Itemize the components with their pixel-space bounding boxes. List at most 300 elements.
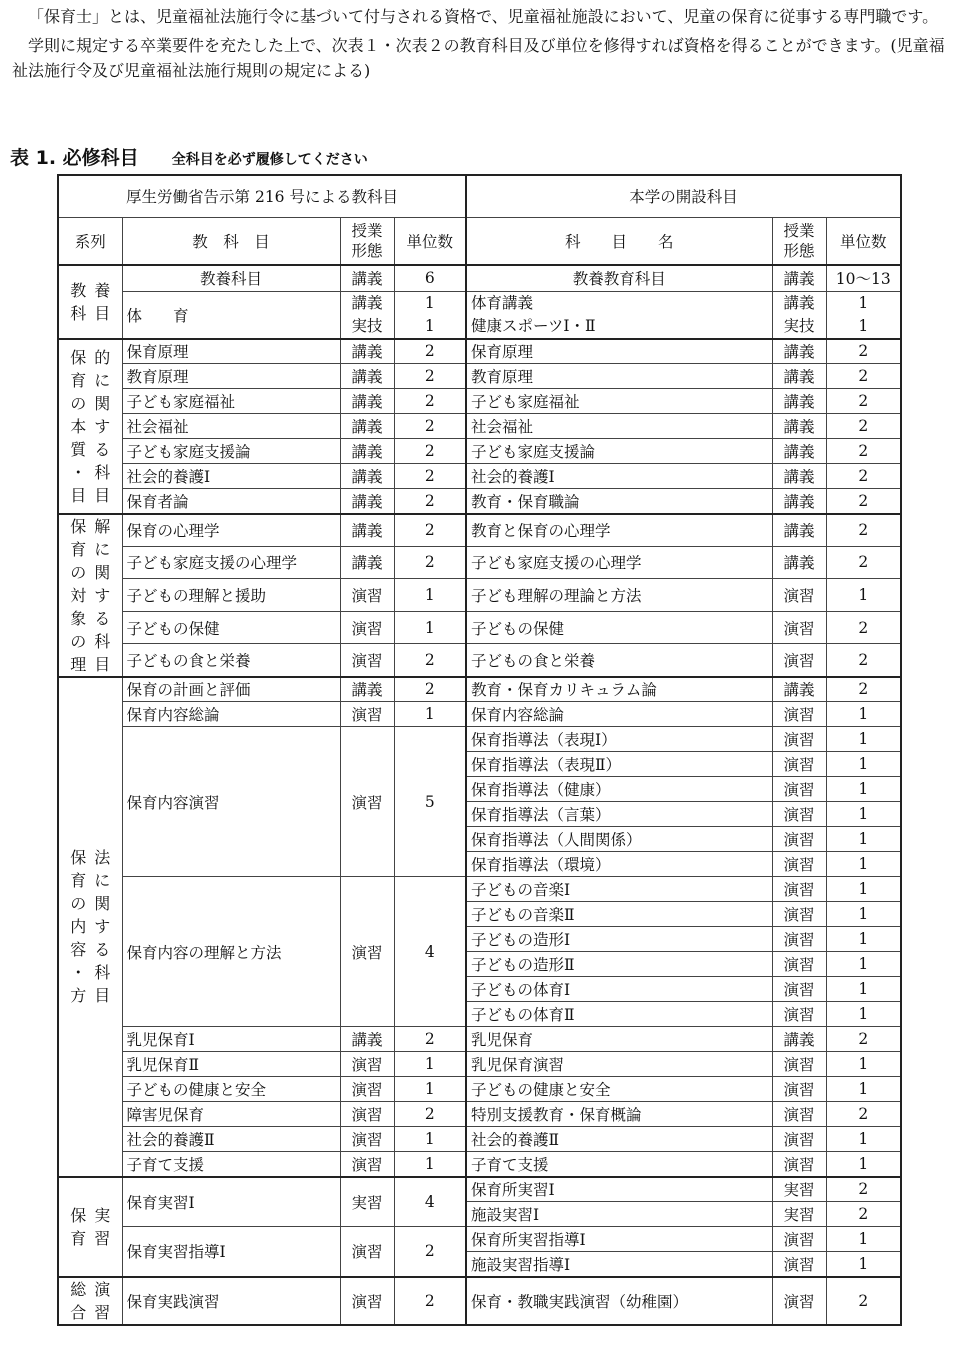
- table-title: 表 1. 必修科目: [10, 147, 139, 169]
- course-units: 1: [826, 1252, 901, 1277]
- category-char: 関: [94, 393, 111, 413]
- category-char: 解: [94, 516, 111, 536]
- table-row: [58, 1177, 901, 1202]
- course-form: 演習: [772, 702, 826, 727]
- col-units-2: 単位数: [826, 217, 901, 265]
- course-name: 体育講義 健康スポーツⅠ・Ⅱ: [466, 291, 772, 339]
- course-units: 1: [826, 727, 901, 752]
- category-char: ・: [70, 462, 87, 482]
- subject-form: 演習: [340, 1277, 394, 1325]
- subject-form: 演習: [340, 644, 394, 677]
- course-units: 2: [826, 514, 901, 547]
- category-char: 方: [70, 986, 87, 1005]
- subject-form: 演習: [340, 579, 394, 612]
- table-subtitle: 全科目を必ず履修してください: [171, 152, 368, 168]
- table-row: [58, 439, 901, 464]
- course-units: 2: [826, 677, 901, 702]
- subject-units: 1: [394, 579, 466, 612]
- subject-name: 教育原理: [122, 364, 340, 389]
- course-name: 子どもの食と栄養: [466, 644, 772, 677]
- course-name: 保育原理: [466, 339, 772, 364]
- course-name: 教育と保育の心理学: [466, 514, 772, 547]
- category-char: 科: [94, 631, 111, 651]
- course-units: 2: [826, 339, 901, 364]
- course-form: 講義: [772, 514, 826, 547]
- course-form: 講義: [772, 414, 826, 439]
- course-units: 1: [826, 852, 901, 877]
- course-form: 演習: [772, 802, 826, 827]
- category-char: る: [94, 439, 111, 459]
- subject-units: 2: [394, 1227, 466, 1277]
- subject-units: 2: [394, 389, 466, 414]
- subject-units: 1: [394, 1127, 466, 1152]
- table-row: [58, 1027, 901, 1052]
- col-course: 科 目 名: [466, 217, 772, 265]
- course-units: 1: [826, 977, 901, 1002]
- subject-units: 1 1: [394, 291, 466, 339]
- subject-name: 子どもの食と栄養: [122, 644, 340, 677]
- category-char: 実: [94, 1205, 111, 1225]
- course-units: 1: [826, 802, 901, 827]
- course-name: 教育原理: [466, 364, 772, 389]
- category-char: 育: [70, 370, 87, 390]
- category-char: 的: [94, 347, 111, 367]
- subject-units: 2: [394, 1102, 466, 1127]
- category-cell: [58, 1177, 122, 1277]
- subject-form: 講義: [340, 546, 394, 579]
- table-column-header: [58, 217, 901, 265]
- subject-form: 講義: [340, 389, 394, 414]
- subject-name: 保育実習Ⅰ: [122, 1177, 340, 1227]
- category-char: 質: [70, 439, 87, 459]
- course-units: 1: [826, 1002, 901, 1027]
- subject-form: 演習: [340, 1077, 394, 1102]
- category-char: 保: [70, 347, 87, 367]
- course-form: 講義 実技: [772, 291, 826, 339]
- subject-units: 1: [394, 1152, 466, 1177]
- subject-units: 4: [394, 1177, 466, 1227]
- table-row: [58, 339, 901, 364]
- category-char: 育: [70, 1228, 87, 1248]
- category-char: 合: [70, 1302, 87, 1322]
- category-char: 習: [94, 1228, 111, 1248]
- subject-units: 2: [394, 439, 466, 464]
- course-units: 2: [826, 364, 901, 389]
- course-name: 子ども家庭支援の心理学: [466, 546, 772, 579]
- course-form: 講義: [772, 364, 826, 389]
- course-form: 講義: [772, 339, 826, 364]
- table-row: [58, 1277, 901, 1325]
- table-row: [58, 1077, 901, 1102]
- subject-form: 演習: [340, 1127, 394, 1152]
- subject-units: 1: [394, 702, 466, 727]
- course-name: 保育指導法（健康）: [466, 777, 772, 802]
- course-name: 子どもの体育Ⅱ: [466, 1002, 772, 1027]
- course-form: 演習: [772, 877, 826, 902]
- subject-form: 演習: [340, 1052, 394, 1077]
- course-units: 1: [826, 1152, 901, 1177]
- course-units: 2: [826, 389, 901, 414]
- subject-name: 保育の心理学: [122, 514, 340, 547]
- course-units: 1: [826, 902, 901, 927]
- course-form: 講義: [772, 389, 826, 414]
- course-form: 講義: [772, 439, 826, 464]
- course-form: 演習: [772, 1127, 826, 1152]
- subject-form: 実習: [340, 1177, 394, 1227]
- course-form: 演習: [772, 1052, 826, 1077]
- category-cell: [58, 1277, 122, 1325]
- course-form: 講義: [772, 265, 826, 291]
- category-char: 内: [70, 917, 87, 936]
- right-header: 本学の開設科目: [466, 175, 901, 217]
- course-name: 子ども家庭福祉: [466, 389, 772, 414]
- table-row: [58, 489, 901, 514]
- subject-name: 子どもの保健: [122, 611, 340, 644]
- intro-paragraph-2: 学則に規定する卒業要件を充たした上で、次表１・次表２の教育科目及び単位を修得すれば資格を得ることができます。(児童福祉法施行令及び児童福祉法施行規則の規定による): [12, 36, 945, 80]
- subject-form: 講義: [340, 265, 394, 291]
- course-units: 2: [826, 1102, 901, 1127]
- subject-name: 子ども家庭支援論: [122, 439, 340, 464]
- category-char: に: [94, 871, 111, 890]
- course-name: 社会的養護Ⅰ: [466, 464, 772, 489]
- subject-form: 講義: [340, 489, 394, 514]
- category-char: 目: [94, 485, 111, 505]
- category-char: 目: [70, 485, 87, 505]
- course-name: 保育所実習指導Ⅰ: [466, 1227, 772, 1252]
- course-units: 1: [826, 927, 901, 952]
- course-name: 保育所実習Ⅰ: [466, 1177, 772, 1202]
- category-char: 目: [94, 986, 111, 1005]
- subject-form: 演習: [340, 1102, 394, 1127]
- course-name: 保育内容総論: [466, 702, 772, 727]
- category-char: 育: [70, 539, 87, 559]
- subject-name: 保育実践演習: [122, 1277, 340, 1325]
- course-units: 1: [826, 579, 901, 612]
- category-char: 科: [94, 462, 111, 482]
- subject-form: 講義: [340, 677, 394, 702]
- table-row: [58, 414, 901, 439]
- course-name: 社会福祉: [466, 414, 772, 439]
- subject-units: 1: [394, 1077, 466, 1102]
- table-row: [58, 265, 901, 291]
- course-form: 演習: [772, 1152, 826, 1177]
- course-form: 講義: [772, 489, 826, 514]
- table-row: [58, 877, 901, 902]
- category-char: ・: [70, 963, 87, 982]
- subject-units: 6: [394, 265, 466, 291]
- subject-name: 体 育: [122, 291, 340, 339]
- course-name: 子どもの体育Ⅰ: [466, 977, 772, 1002]
- category-char: 養: [94, 280, 111, 300]
- subject-name: 乳児保育Ⅰ: [122, 1027, 340, 1052]
- course-form: 演習: [772, 1277, 826, 1325]
- col-category: 系列: [58, 217, 122, 265]
- subject-form: 講義 実技: [340, 291, 394, 339]
- course-name: 子ども家庭支援論: [466, 439, 772, 464]
- course-form: 演習: [772, 644, 826, 677]
- category-label: [59, 846, 122, 1007]
- subject-name: 保育者論: [122, 489, 340, 514]
- subject-name: 乳児保育Ⅱ: [122, 1052, 340, 1077]
- course-units: 2: [826, 1027, 901, 1052]
- table-row: [58, 644, 901, 677]
- course-units: 2: [826, 1277, 901, 1325]
- col-units: 単位数: [394, 217, 466, 265]
- category-char: 習: [94, 1302, 111, 1322]
- category-char: す: [94, 416, 111, 436]
- subject-name: 保育の計画と評価: [122, 677, 340, 702]
- course-name: 保育指導法（環境）: [466, 852, 772, 877]
- category-char: 総: [70, 1279, 87, 1299]
- subject-name: 保育実習指導Ⅰ: [122, 1227, 340, 1277]
- subject-name: 子育て支援: [122, 1152, 340, 1177]
- subject-units: 4: [394, 877, 466, 1027]
- course-form: 講義: [772, 546, 826, 579]
- course-form: 演習: [772, 611, 826, 644]
- course-name: 乳児保育: [466, 1027, 772, 1052]
- course-name: 特別支援教育・保育概論: [466, 1102, 772, 1127]
- category-cell: [58, 677, 122, 1177]
- course-units: 1: [826, 752, 901, 777]
- table-row: [58, 1227, 901, 1252]
- course-units: 1: [826, 1052, 901, 1077]
- course-name: 乳児保育演習: [466, 1052, 772, 1077]
- course-name: 子どもの造形Ⅱ: [466, 952, 772, 977]
- subject-form: 演習: [340, 727, 394, 877]
- table-row: [58, 1102, 901, 1127]
- subject-name: 子ども家庭福祉: [122, 389, 340, 414]
- category-char: 対: [70, 585, 87, 605]
- intro-paragraph-1: 「保育士」とは、児童福祉法施行令に基づいて付与される資格で、児童福祉施設において、児童の保育に従事する専門職です。: [28, 7, 939, 26]
- course-units: 2: [826, 464, 901, 489]
- col-form: 授業形態: [340, 217, 394, 265]
- course-units: 2: [826, 414, 901, 439]
- course-form: 演習: [772, 952, 826, 977]
- course-name: 子どもの音楽Ⅱ: [466, 902, 772, 927]
- course-name: 社会的養護Ⅱ: [466, 1127, 772, 1152]
- subject-form: 演習: [340, 702, 394, 727]
- subject-units: 1: [394, 611, 466, 644]
- course-units: 1 1: [826, 291, 901, 339]
- category-char: 容: [70, 940, 87, 959]
- subject-units: 2: [394, 1277, 466, 1325]
- category-char: 関: [94, 894, 111, 913]
- subject-name: 子ども家庭支援の心理学: [122, 546, 340, 579]
- subject-name: 保育原理: [122, 339, 340, 364]
- course-form: 演習: [772, 902, 826, 927]
- course-form: 実習: [772, 1177, 826, 1202]
- table-row: [58, 291, 901, 339]
- course-name: 保育・教職実践演習（幼稚園）: [466, 1277, 772, 1325]
- category-char: 保: [70, 1205, 87, 1225]
- course-units: 2: [826, 644, 901, 677]
- table-row: [58, 1052, 901, 1077]
- course-name: 子ども理解の理論と方法: [466, 579, 772, 612]
- col-subject: 教 科 目: [122, 217, 340, 265]
- course-form: 講義: [772, 677, 826, 702]
- subject-units: 2: [394, 464, 466, 489]
- course-name: 保育指導法（表現Ⅱ）: [466, 752, 772, 777]
- category-char: の: [70, 393, 87, 413]
- course-units: 2: [826, 1202, 901, 1227]
- category-char: 目: [94, 654, 111, 674]
- course-name: 子育て支援: [466, 1152, 772, 1177]
- subject-form: 演習: [340, 1227, 394, 1277]
- required-subjects-table: [57, 174, 902, 1326]
- subject-units: 2: [394, 514, 466, 547]
- subject-name: 社会福祉: [122, 414, 340, 439]
- subject-name: 子どもの健康と安全: [122, 1077, 340, 1102]
- course-form: 演習: [772, 1002, 826, 1027]
- table-row: [58, 1127, 901, 1152]
- course-units: 1: [826, 952, 901, 977]
- course-form: 演習: [772, 1102, 826, 1127]
- subject-name: 教養科目: [122, 265, 340, 291]
- table-row: [58, 1152, 901, 1177]
- course-name: 教育・保育職論: [466, 489, 772, 514]
- course-name: 保育指導法（表現Ⅰ）: [466, 727, 772, 752]
- category-char: の: [70, 894, 87, 913]
- category-char: 関: [94, 562, 111, 582]
- category-cell: [58, 265, 122, 339]
- col-form-2: 授業形態: [772, 217, 826, 265]
- course-form: 演習: [772, 1077, 826, 1102]
- subject-name: 子どもの理解と援助: [122, 579, 340, 612]
- course-units: 1: [826, 877, 901, 902]
- subject-units: 2: [394, 489, 466, 514]
- category-char: 象: [70, 608, 87, 628]
- subject-name: 社会的養護Ⅱ: [122, 1127, 340, 1152]
- category-char: 法: [94, 848, 111, 867]
- table-row: [58, 727, 901, 752]
- subject-name: 社会的養護Ⅰ: [122, 464, 340, 489]
- course-name: 子どもの造形Ⅰ: [466, 927, 772, 952]
- category-label: [59, 346, 122, 507]
- course-units: 10〜13: [826, 265, 901, 291]
- table-row: [58, 677, 901, 702]
- course-form: 演習: [772, 1227, 826, 1252]
- category-char: す: [94, 917, 111, 936]
- subject-form: 講義: [340, 339, 394, 364]
- intro-text: [12, 4, 948, 87]
- course-name: 子どもの保健: [466, 611, 772, 644]
- category-cell: [58, 339, 122, 514]
- category-label: [59, 1278, 122, 1324]
- table-row: [58, 389, 901, 414]
- course-form: 演習: [772, 827, 826, 852]
- table-row: [58, 514, 901, 547]
- subject-units: 2: [394, 339, 466, 364]
- course-units: 1: [826, 777, 901, 802]
- course-units: 1: [826, 1227, 901, 1252]
- subject-form: 演習: [340, 1152, 394, 1177]
- table-row: [58, 611, 901, 644]
- category-char: 演: [94, 1279, 111, 1299]
- course-form: 演習: [772, 752, 826, 777]
- course-units: 2: [826, 611, 901, 644]
- course-form: 演習: [772, 1252, 826, 1277]
- table-top-header: [58, 175, 901, 217]
- course-name: 教育・保育カリキュラム論: [466, 677, 772, 702]
- category-char: 科: [70, 303, 87, 323]
- course-units: 1: [826, 1127, 901, 1152]
- category-label: [59, 279, 122, 325]
- subject-form: 演習: [340, 877, 394, 1027]
- subject-units: 2: [394, 364, 466, 389]
- course-form: 実習: [772, 1202, 826, 1227]
- course-name: 施設実習Ⅰ: [466, 1202, 772, 1227]
- category-cell: [58, 514, 122, 677]
- course-name: 保育指導法（人間関係）: [466, 827, 772, 852]
- course-units: 1: [826, 1077, 901, 1102]
- course-name: 保育指導法（言葉）: [466, 802, 772, 827]
- course-form: 講義: [772, 464, 826, 489]
- category-char: 育: [70, 871, 87, 890]
- course-units: 1: [826, 702, 901, 727]
- course-form: 演習: [772, 852, 826, 877]
- left-header: 厚生労働省告示第 216 号による教科目: [58, 175, 466, 217]
- subject-name: 障害児保育: [122, 1102, 340, 1127]
- course-form: 演習: [772, 977, 826, 1002]
- category-char: 保: [70, 516, 87, 536]
- course-units: 2: [826, 489, 901, 514]
- table-heading: [10, 143, 368, 170]
- category-char: 保: [70, 848, 87, 867]
- table-row: [58, 364, 901, 389]
- course-name: 教養教育科目: [466, 265, 772, 291]
- subject-units: 2: [394, 414, 466, 439]
- course-form: 演習: [772, 777, 826, 802]
- category-char: る: [94, 940, 111, 959]
- table-row: [58, 464, 901, 489]
- course-name: 子どもの健康と安全: [466, 1077, 772, 1102]
- course-units: 2: [826, 439, 901, 464]
- course-units: 2: [826, 546, 901, 579]
- subject-form: 講義: [340, 439, 394, 464]
- course-form: 演習: [772, 579, 826, 612]
- subject-form: 講義: [340, 514, 394, 547]
- category-char: の: [70, 631, 87, 651]
- subject-form: 講義: [340, 464, 394, 489]
- subject-name: 保育内容総論: [122, 702, 340, 727]
- table-row: [58, 579, 901, 612]
- table-row: [58, 546, 901, 579]
- category-label: [59, 515, 122, 676]
- course-units: 1: [826, 827, 901, 852]
- category-label: [59, 1204, 122, 1250]
- category-char: 目: [94, 303, 111, 323]
- category-char: に: [94, 370, 111, 390]
- category-char: の: [70, 562, 87, 582]
- category-char: 科: [94, 963, 111, 982]
- course-form: 講義: [772, 1027, 826, 1052]
- category-char: 教: [70, 280, 87, 300]
- table-body: [58, 265, 901, 1325]
- subject-form: 演習: [340, 611, 394, 644]
- course-form: 演習: [772, 727, 826, 752]
- table-row: [58, 702, 901, 727]
- subject-form: 講義: [340, 1027, 394, 1052]
- category-char: る: [94, 608, 111, 628]
- subject-name: 保育内容の理解と方法: [122, 877, 340, 1027]
- subject-form: 講義: [340, 364, 394, 389]
- subject-units: 2: [394, 644, 466, 677]
- category-char: 理: [70, 654, 87, 674]
- subject-units: 2: [394, 1027, 466, 1052]
- subject-name: 保育内容演習: [122, 727, 340, 877]
- category-char: 本: [70, 416, 87, 436]
- course-form: 演習: [772, 927, 826, 952]
